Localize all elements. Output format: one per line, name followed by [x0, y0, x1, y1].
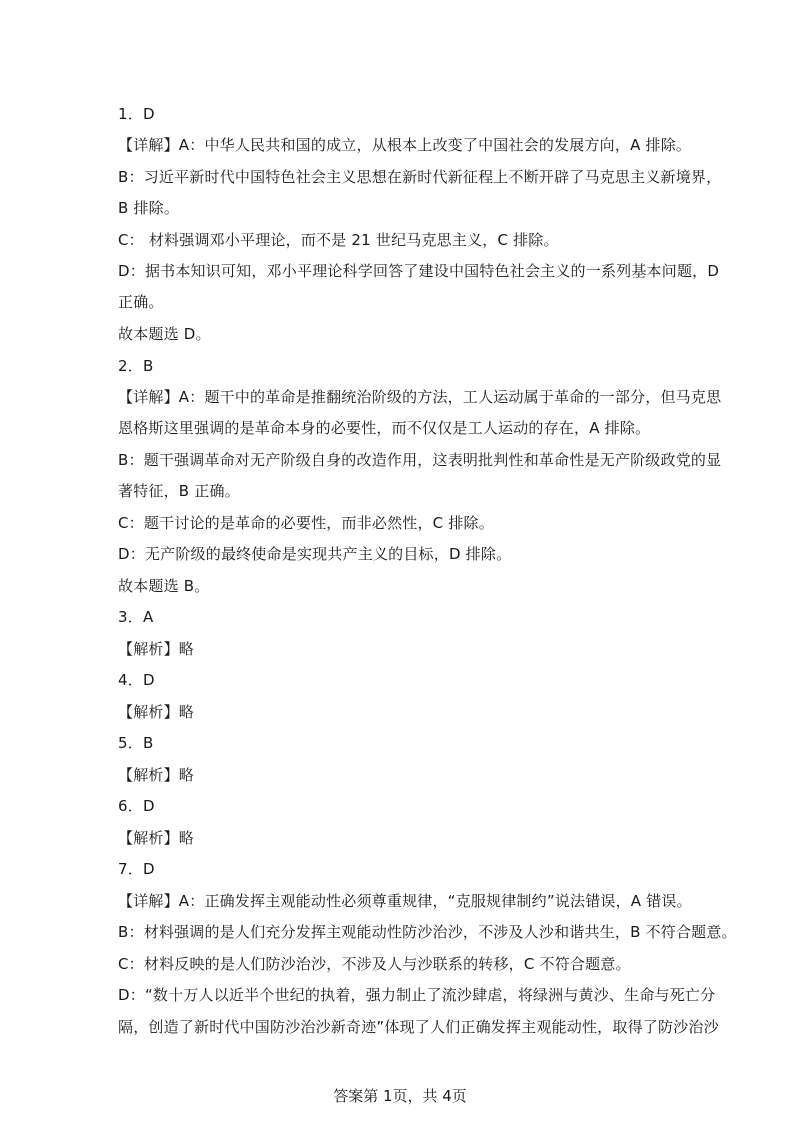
conclusion-line: 故本题选 D。 [118, 325, 211, 343]
explanation-line: B 排除。 [118, 199, 180, 217]
explanation-line: 【详解】A：正确发挥主观能动性必须尊重规律，“克服规律制约”说法错误，A 错误。 [118, 892, 692, 910]
explanation-line: B：题干强调革命对无产阶级自身的改造作用，这表明批判性和革命性是无产阶级政党的显 [118, 451, 722, 469]
explanation-line: 恩格斯这里强调的是革命本身的必要性，而不仅仅是工人运动的存在，A 排除。 [118, 419, 651, 437]
analysis-line: 【解析】略 [118, 766, 195, 784]
answer-number-5: 5．B [118, 734, 154, 752]
explanation-line: C：材料反映的是人们防沙治沙，不涉及人与沙联系的转移，C 不符合题意。 [118, 955, 631, 973]
explanation-line: C： 材料强调邓小平理论，而不是 21 世纪马克思主义，C 排除。 [118, 231, 559, 249]
explanation-line: B：习近平新时代中国特色社会主义思想在新时代新征程上不断开辟了马克思主义新境界， [118, 168, 722, 186]
answer-number-4: 4．D [118, 671, 155, 689]
explanation-line: 【详解】A：中华人民共和国的成立，从根本上改变了中国社会的发展方向，A 排除。 [118, 136, 692, 154]
explanation-line: C：题干讨论的是革命的必要性，而非必然性，C 排除。 [118, 514, 494, 532]
answer-number-2: 2．B [118, 357, 154, 375]
explanation-line: D：无产阶级的最终使命是实现共产主义的目标，D 排除。 [118, 545, 512, 563]
explanation-line: B：材料强调的是人们充分发挥主观能动性防沙治沙，不涉及人沙和谐共生，B 不符合题意。 [118, 923, 737, 941]
explanation-line: 著特征，B 正确。 [118, 482, 240, 500]
page-footer: 答案第 1页，共 4页 [333, 1087, 467, 1105]
explanation-line: 隔，创造了新时代中国防沙治沙新奇迹”体现了人们正确发挥主观能动性，取得了防沙治沙 [118, 1018, 719, 1036]
answer-number-1: 1．D [118, 105, 155, 123]
answer-number-3: 3．A [118, 608, 154, 626]
explanation-line: 正确。 [118, 293, 164, 311]
analysis-line: 【解析】略 [118, 703, 195, 721]
explanation-line: 【详解】A：题干中的革命是推翻统治阶级的方法，工人运动属于革命的一部分，但马克思 [118, 388, 722, 406]
analysis-line: 【解析】略 [118, 640, 195, 658]
analysis-line: 【解析】略 [118, 829, 195, 847]
explanation-line: D：据书本知识可知，邓小平理论科学回答了建设中国特色社会主义的一系列基本问题，D [118, 262, 720, 280]
explanation-line: D：“数十万人以近半个世纪的执着，强力制止了流沙肆虐，将绿洲与黄沙、生命与死亡分 [118, 986, 716, 1004]
conclusion-line: 故本题选 B。 [118, 577, 210, 595]
answer-number-7: 7．D [118, 860, 155, 878]
answer-number-6: 6．D [118, 797, 155, 815]
